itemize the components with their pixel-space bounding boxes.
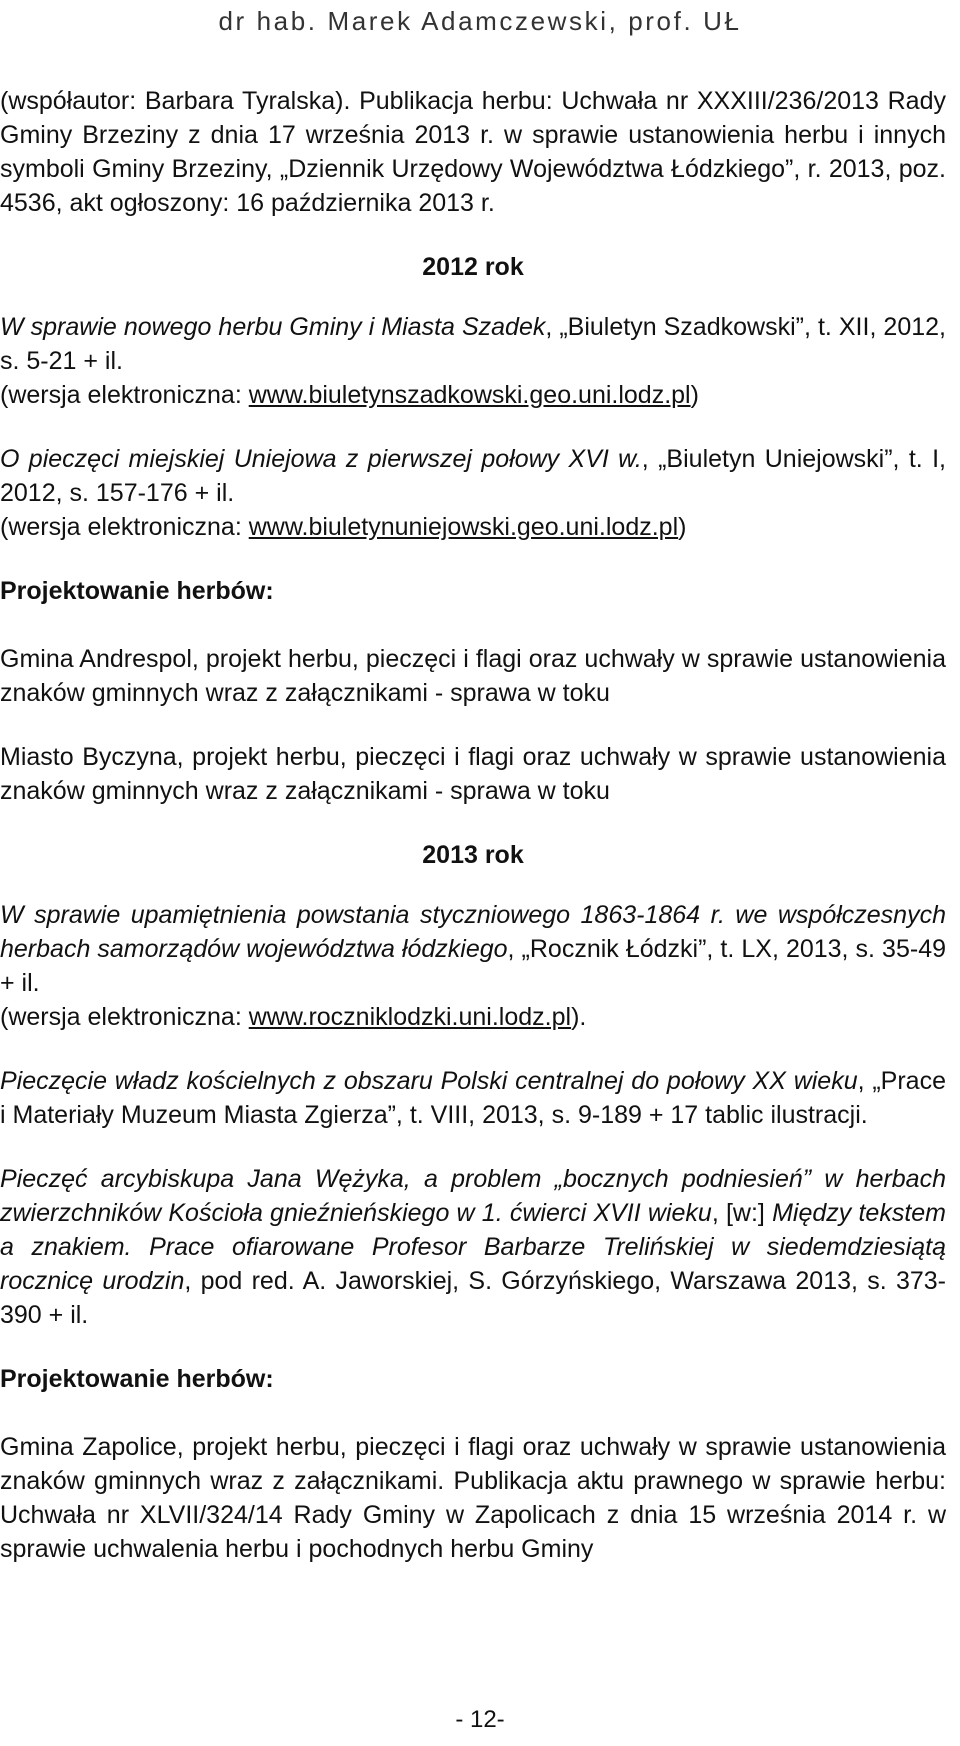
- online-version-prefix: (wersja elektroniczna:: [0, 1003, 249, 1031]
- publication-details: , „Rocznik Łódzki”, t. LX, 2013, s. 35-49 + il.: [0, 935, 946, 997]
- publication-title: O pieczęci miejskiej Uniejowa z pierwszej połowy XVI w.: [0, 445, 642, 473]
- online-version-suffix: ).: [571, 1003, 587, 1031]
- page-body: [0, 84, 946, 1596]
- project-entry: Gmina Zapolice, projekt herbu, pieczęci i flagi oraz uchwały w sprawie ustanowienia znaków gminnych wraz z załącznikami. Publikacja aktu prawnego w sprawie herbu: Uchwała nr XLVII/324/14 Rady Gminy w Zapolicach z dnia 15 września 2014 r. w sprawie uchwalenia herbu i pochodnych herbu Gminy: [0, 1433, 946, 1563]
- year-heading-2013: 2013 rok: [422, 841, 524, 869]
- publication-entry: [0, 310, 946, 412]
- online-version-prefix: (wersja elektroniczna:: [0, 513, 249, 541]
- online-version: [0, 510, 946, 544]
- publication-title: W sprawie nowego herbu Gminy i Miasta Szadek: [0, 313, 546, 341]
- year-heading-2012: 2012 rok: [422, 253, 524, 281]
- project-entry: Miasto Byczyna, projekt herbu, pieczęci i flagi oraz uchwały w sprawie ustanowienia znaków gminnych wraz z załącznikami - sprawa w toku: [0, 743, 946, 805]
- publication-title: Pieczęć arcybiskupa Jana Wężyka, a problem „bocznych podniesień” w herbach zwierzchników Kościoła gnieźnieńskiego w 1. ćwierci XVII wieku: [0, 1165, 946, 1227]
- publication-details: , pod red. A. Jaworskiej, S. Górzyńskiego, Warszawa 2013, s. 373-390 + il.: [0, 1267, 947, 1329]
- publication-details: , „Prace i Materiały Muzeum Miasta Zgierza”, t. VIII, 2013, s. 9-189 + 17 tablic ilustracji.: [0, 1067, 946, 1129]
- intro-paragraph: (współautor: Barbara Tyralska). Publikacja herbu: Uchwała nr XXXIII/236/2013 Rady Gminy Brzeziny z dnia 17 września 2013 r. w sprawie ustanowienia herbu i innych symboli Gminy Brzeziny, „Dziennik Urzędowy Województwa Łódzkiego”, r. 2013, poz. 4536, akt ogłoszony: 16 października 2013 r.: [0, 87, 946, 217]
- publication-entry: [0, 1162, 946, 1332]
- publication-details: , „Biuletyn Uniejowski”, t. I, 2012, s. 157-176 + il.: [0, 445, 946, 507]
- section-heading-projects: Projektowanie herbów:: [0, 577, 274, 605]
- section-heading-projects: Projektowanie herbów:: [0, 1365, 274, 1393]
- online-version-suffix: ): [690, 381, 699, 409]
- publication-title: Pieczęcie władz kościelnych z obszaru Polski centralnej do połowy XX wieku: [0, 1067, 858, 1095]
- online-version-link[interactable]: www.roczniklodzki.uni.lodz.pl: [248, 1003, 572, 1031]
- publication-title: W sprawie upamiętnienia powstania styczniowego 1863-1864 r. we współczesnych herbach samorządów województwa łódzkiego: [0, 901, 946, 963]
- book-title: Między tekstem a znakiem. Prace ofiarowane Profesor Barbarze Trelińskiej w siedemdziesiątą rocznicę urodzin: [0, 1199, 946, 1295]
- online-version: [0, 1000, 946, 1034]
- page-number: - 12-: [455, 1706, 505, 1733]
- online-version: [0, 378, 946, 412]
- online-version-link[interactable]: www.biuletynszadkowski.geo.uni.lodz.pl: [248, 381, 691, 409]
- online-version-prefix: (wersja elektroniczna:: [0, 381, 249, 409]
- publication-details: , „Biuletyn Szadkowski”, t. XII, 2012, s. 5-21 + il.: [0, 313, 946, 375]
- online-version-suffix: ): [678, 513, 687, 541]
- project-entry: Gmina Andrespol, projekt herbu, pieczęci i flagi oraz uchwały w sprawie ustanowienia znaków gminnych wraz z załącznikami - sprawa w toku: [0, 645, 946, 707]
- publication-mid: , [w:]: [711, 1199, 773, 1227]
- publication-entry: [0, 898, 946, 1034]
- publication-entry: [0, 442, 946, 544]
- publication-entry: [0, 1064, 946, 1132]
- online-version-link[interactable]: www.biuletynuniejowski.geo.uni.lodz.pl: [248, 513, 679, 541]
- running-header: dr hab. Marek Adamczewski, prof. UŁ: [218, 6, 742, 36]
